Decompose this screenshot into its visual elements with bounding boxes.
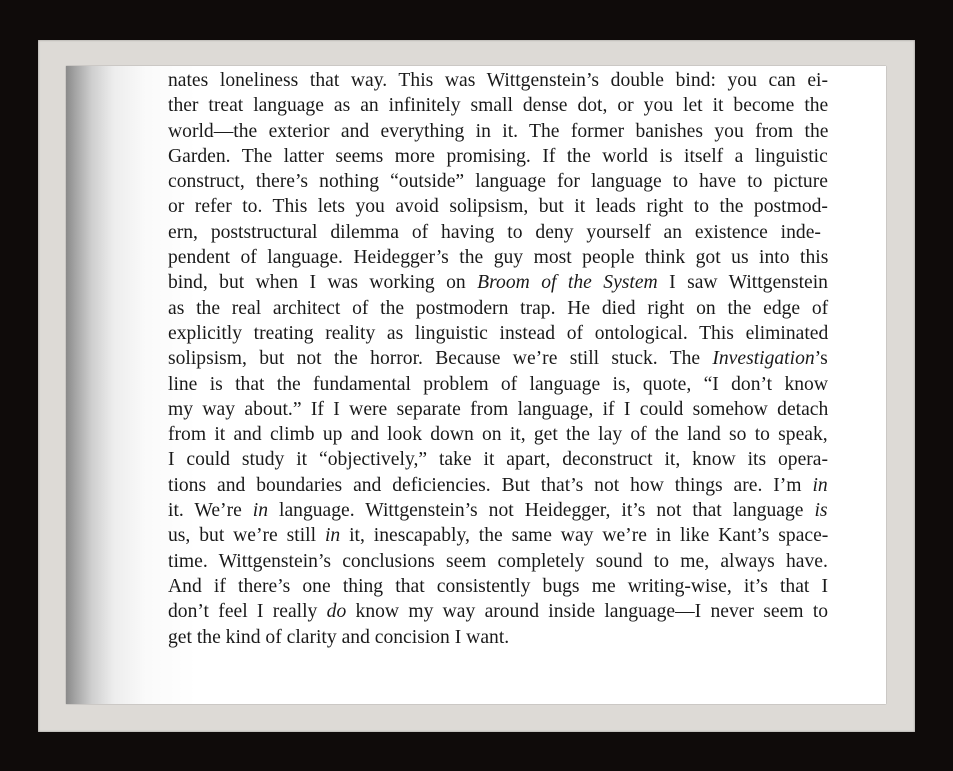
text-line: time. Wittgenstein’s conclusions seem completely sound to me, always have. — [168, 550, 828, 572]
emphasis-italic: is — [814, 500, 828, 522]
text-line: And if there’s one thing that consistently bugs me writing-wise, it’s that I — [168, 575, 829, 597]
text-line: Garden. The latter seems more promising. If the world is itself a linguistic — [168, 145, 828, 167]
emphasis-italic: in — [252, 500, 269, 522]
text-line: my way about.” If I were separate from language, if I could somehow detach — [168, 398, 829, 420]
emphasis-italic: do — [326, 601, 347, 623]
text-line: nates loneliness that way. This was Wittgenstein’s double bind: you can ei- — [168, 70, 829, 91]
text-line: solipsism, but not the horror. Because we’re still stuck. The Investigation’s — [168, 348, 828, 370]
text-line: pendent of language. Heidegger’s the guy most people think got us into this — [168, 247, 829, 269]
book-page — [66, 66, 886, 704]
text-line: explicitly treating reality as linguistic instead of ontological. This eliminated — [168, 322, 829, 344]
text-line: bind, but when I was working on Broom of the System I saw Wittgenstein — [168, 272, 828, 294]
text-line: don’t feel I really do know my way around inside language—I never seem to — [168, 601, 829, 623]
text-line: construct, there’s nothing “outside” language for language to have to picture — [168, 171, 828, 193]
text-line: get the kind of clarity and concision I want. — [168, 626, 510, 648]
text-line: us, but we’re still in it, inescapably, the same way we’re in like Kant’s space- — [168, 525, 829, 547]
text-line: world—the exterior and everything in it. The former banishes you from the — [168, 120, 829, 142]
text-line: line is that the fundamental problem of language is, quote, “I don’t know — [168, 373, 828, 395]
text-line: as the real architect of the postmodern trap. He died right on the edge of — [168, 297, 829, 319]
book-title-italic: Investigation — [712, 348, 815, 370]
emphasis-italic: in — [812, 474, 828, 496]
text-line: ern, poststructural dilemma of having to deny yourself an existence inde- — [168, 221, 821, 243]
emphasis-italic: in — [324, 525, 341, 547]
text-line: I could study it “objectively,” take it apart, deconstruct it, know its opera- — [168, 449, 829, 471]
text-line: or refer to. This lets you avoid solipsism, but it leads right to the postmod- — [168, 196, 828, 218]
body-text — [168, 68, 828, 650]
text-line: ther treat language as an infinitely small dense dot, or you let it become the — [168, 95, 829, 117]
text-line: tions and boundaries and deficiencies. But that’s not how things are. I’m in — [168, 474, 828, 496]
book-title-italic: Broom of the System — [477, 272, 658, 294]
text-line: from it and climb up and look down on it, get the lay of the land so to speak, — [168, 424, 828, 446]
text-line: it. We’re in language. Wittgenstein’s not Heidegger, it’s not that language is — [168, 500, 828, 522]
